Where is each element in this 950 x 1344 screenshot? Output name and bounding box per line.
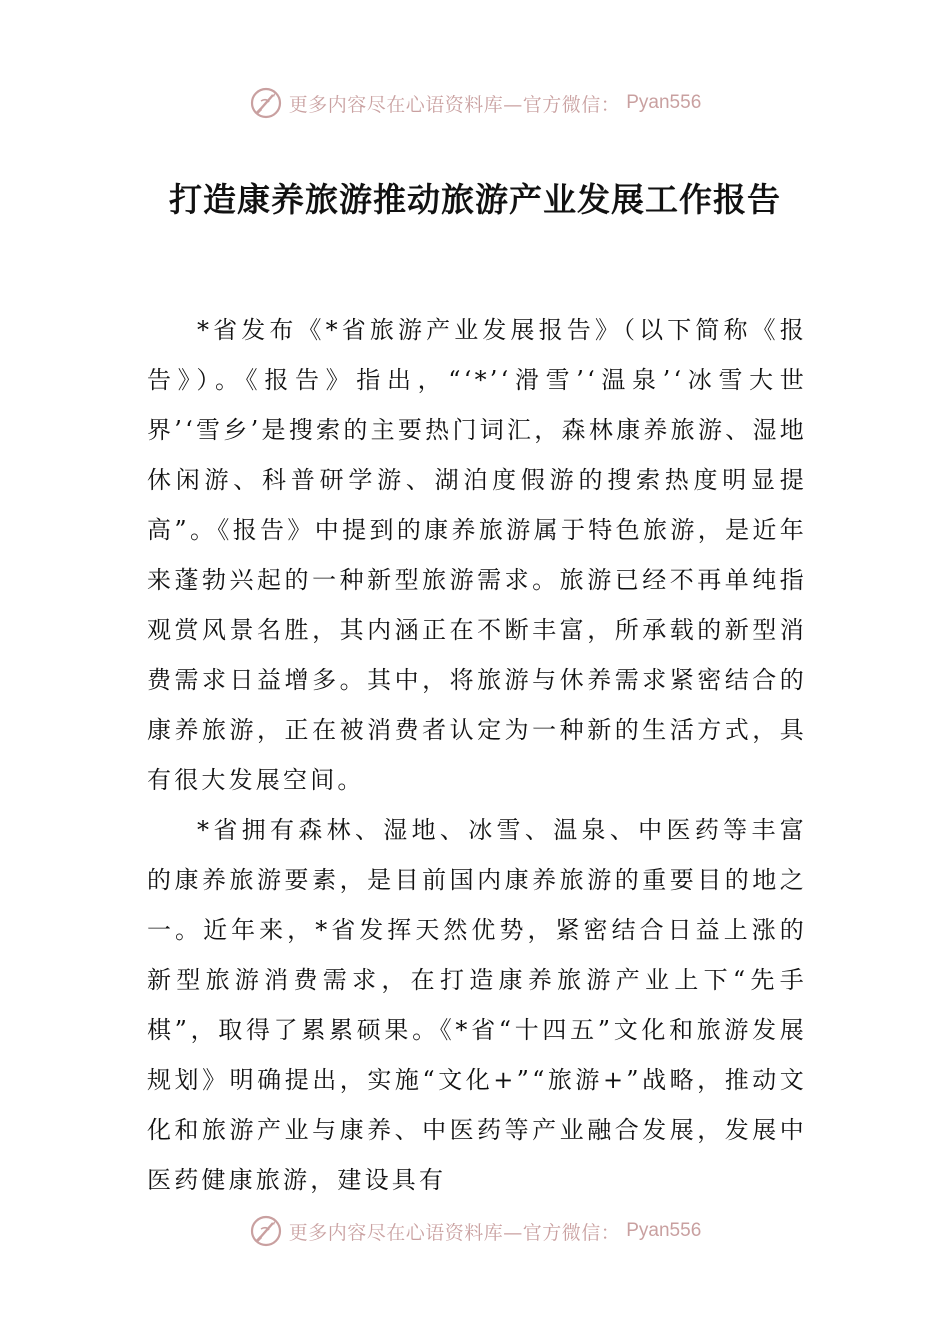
header-watermark — [0, 83, 950, 123]
watermark-text: 更多内容尽在心语资料库—官方微信： — [288, 1221, 621, 1244]
paragraph: *省拥有森林、湿地、冰雪、温泉、中医药等丰富的康养旅游要素，是目前国内康养旅游的重要目的地之一。近年来，*省发挥天然优势，紧密结合日益上涨的新型旅游消费需求，在打造康养旅游产业上下“先手棋”，取得了累累硕果。《*省“十四五”文化和旅游发展规划》明确提出，实施“文化+”“旅游+”战略，推动文化和旅游产业与康养、中医药等产业融合发展，发展中医药健康旅游，建设具有 — [147, 816, 807, 1194]
document-title: 打造康养旅游推动旅游产业发展工作报告 — [169, 180, 781, 219]
watermark-wechat-id: Pyan556 — [626, 92, 702, 113]
watermark-wechat-id: Pyan556 — [626, 1220, 702, 1241]
quill-logo-icon — [249, 1214, 283, 1248]
watermark-text: 更多内容尽在心语资料库—官方微信： — [288, 93, 621, 116]
document-body — [147, 305, 807, 1205]
footer-watermark — [0, 1211, 950, 1251]
quill-logo-icon — [249, 86, 283, 120]
paragraph: *省发布《*省旅游产业发展报告》（以下简称《报告》）。《报告》指出，“‘*’‘滑雪’‘温泉’‘冰雪大世界’‘雪乡’是搜索的主要热门词汇，森林康养旅游、湿地休闲游、科普研学游、湖泊度假游的搜索热度明显提高”。《报告》中提到的康养旅游属于特色旅游，是近年来蓬勃兴起的一种新型旅游需求。旅游已经不再单纯指观赏风景名胜，其内涵正在不断丰富，所承载的新型消费需求日益增多。其中，将旅游与休养需求紧密结合的康养旅游，正在被消费者认定为一种新的生活方式，具有很大发展空间。 — [147, 316, 807, 794]
